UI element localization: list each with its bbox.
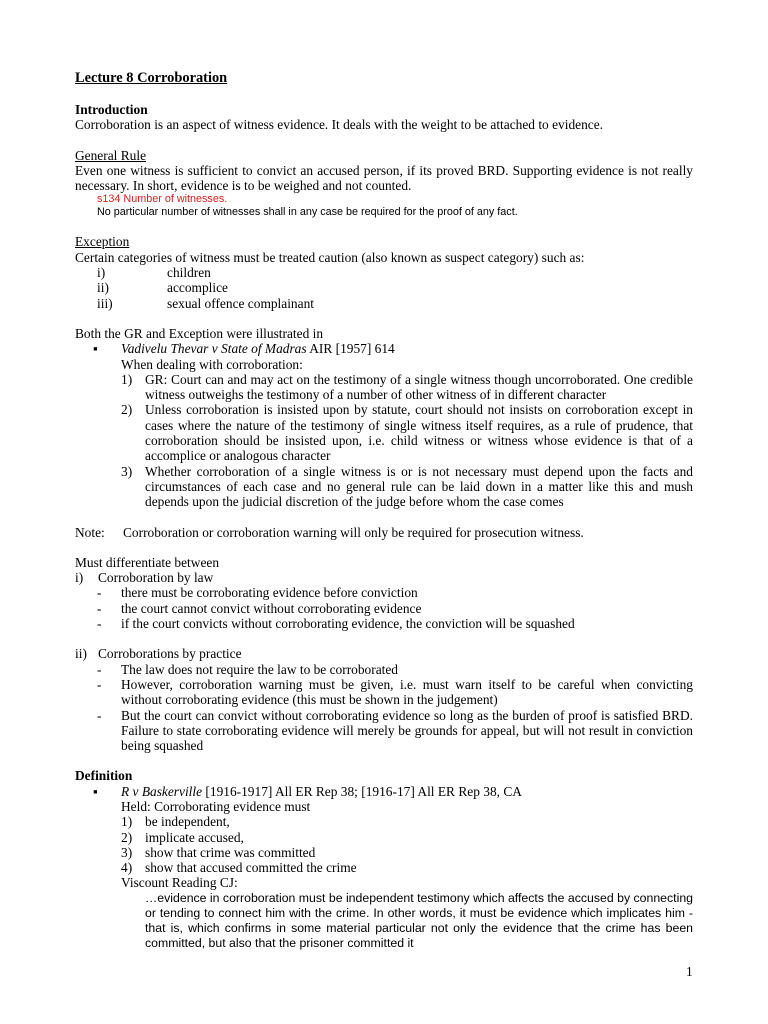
case-name: Vadivelu Thevar v State of Madras xyxy=(121,341,307,357)
illustration-lead: When dealing with corroboration: xyxy=(121,356,303,372)
introduction-heading: Introduction xyxy=(75,102,148,117)
illustration-intro: Both the GR and Exception were illustrated in xyxy=(75,325,324,341)
list-item: 3) Whether corroboration of a single witness is or is not necessary must depend upon the facts and circumstances of each case and no general rule can be laid down in a matter like this and mush depends upon the judicial discretion of the judge before whom the case comes xyxy=(121,463,693,510)
list-item: - the court cannot convict without corroborating evidence xyxy=(97,600,422,616)
note-label: Note: xyxy=(75,524,105,540)
page-number: 1 xyxy=(686,964,693,979)
judgement-quote: …evidence in corroboration must be independent testimony which affects the accused by connecting or tending to connect him with the crime. In other words, it must be evidence which implicates him - that is, which confirms in some material particular not only the evidence that the crime has been committed, but also that the prisoner committed it xyxy=(145,890,693,951)
list-item: 2) implicate accused, xyxy=(121,829,244,845)
judge-name: Viscount Reading CJ: xyxy=(121,875,238,891)
general-rule-text: Even one witness is sufficient to convict an accused person, if its proved BRD. Supporting evidence is not really necessary. In short, evidence is to be weighed and not counted. xyxy=(75,162,693,194)
introduction-text: Corroboration is an aspect of witness evidence. It deals with the weight to be attached to evidence. xyxy=(75,117,604,133)
case-cite: AIR [1957] 614 xyxy=(306,341,395,357)
list-heading: ii) Corroborations by practice xyxy=(75,646,242,662)
general-rule-heading: General Rule xyxy=(75,147,147,163)
list-item: 2) Unless corroboration is insisted upon by statute, court should not insists on corroboration except in cases where the nature of the testimony of single witness itself requires, as a rule of prudence, that corroboration should be insisted upon, i.e. child witness or witness whose evidence is that of a accomplice or analogous character xyxy=(121,402,693,464)
definition-held: Held: Corroborating evidence must xyxy=(121,798,311,814)
list-item: - there must be corroborating evidence before conviction xyxy=(97,585,418,601)
definition-heading: Definition xyxy=(75,768,133,784)
list-item: - However, corroboration warning must be given, i.e. must warn itself to be careful when convicting without corroborating evidence (this must be shown in the judgement) xyxy=(97,676,693,708)
bullet-icon: ▪ xyxy=(93,783,98,799)
case-name: R v Baskerville xyxy=(121,783,203,799)
statute-text: No particular number of witnesses shall in any case be required for the proof of any fact. xyxy=(97,206,518,219)
list-item: 1) be independent, xyxy=(121,814,230,830)
list-item: i) children xyxy=(97,265,211,281)
list-item: iii) sexual offence complainant xyxy=(97,295,314,311)
case-citation xyxy=(93,341,693,356)
document-body xyxy=(75,70,693,952)
exception-heading: Exception xyxy=(75,234,130,250)
list-item: ii) accomplice xyxy=(97,280,228,296)
note xyxy=(75,525,693,540)
list-item: 3) show that crime was committed xyxy=(121,844,316,860)
list-item: 1) GR: Court can and may act on the testimony of a single witness though uncorroborated. One credible witness outweighs the testimony of a number of other witness of in different character xyxy=(121,371,693,403)
case-cite: [1916-1917] All ER Rep 38; [1916-17] All ER Rep 38, CA xyxy=(202,783,522,799)
exception-text: Certain categories of witness must be treated caution (also known as suspect category) such as: xyxy=(75,249,585,265)
list-item: - But the court can convict without corroborating evidence so long as the burden of proof is satisfied BRD. Failure to state corroborating evidence will merely be grounds for appeal, but will not result in conviction being squashed xyxy=(97,707,693,754)
differentiate-intro: Must differentiate between xyxy=(75,554,220,570)
list-heading: i) Corroboration by law xyxy=(75,570,214,586)
bullet-icon: ▪ xyxy=(93,341,98,357)
note-text: Corroboration or corroboration warning will only be required for prosecution witness. xyxy=(123,524,584,540)
list-item: 4) show that accused committed the crime xyxy=(121,860,357,876)
list-item: - The law does not require the law to be corroborated xyxy=(97,661,399,677)
statute-title: s134 Number of witnesses. xyxy=(97,193,228,206)
list-item: - if the court convicts without corroborating evidence, the conviction will be squashed xyxy=(97,616,575,632)
case-citation xyxy=(93,784,693,799)
page-title: Lecture 8 Corroboration xyxy=(75,70,228,86)
